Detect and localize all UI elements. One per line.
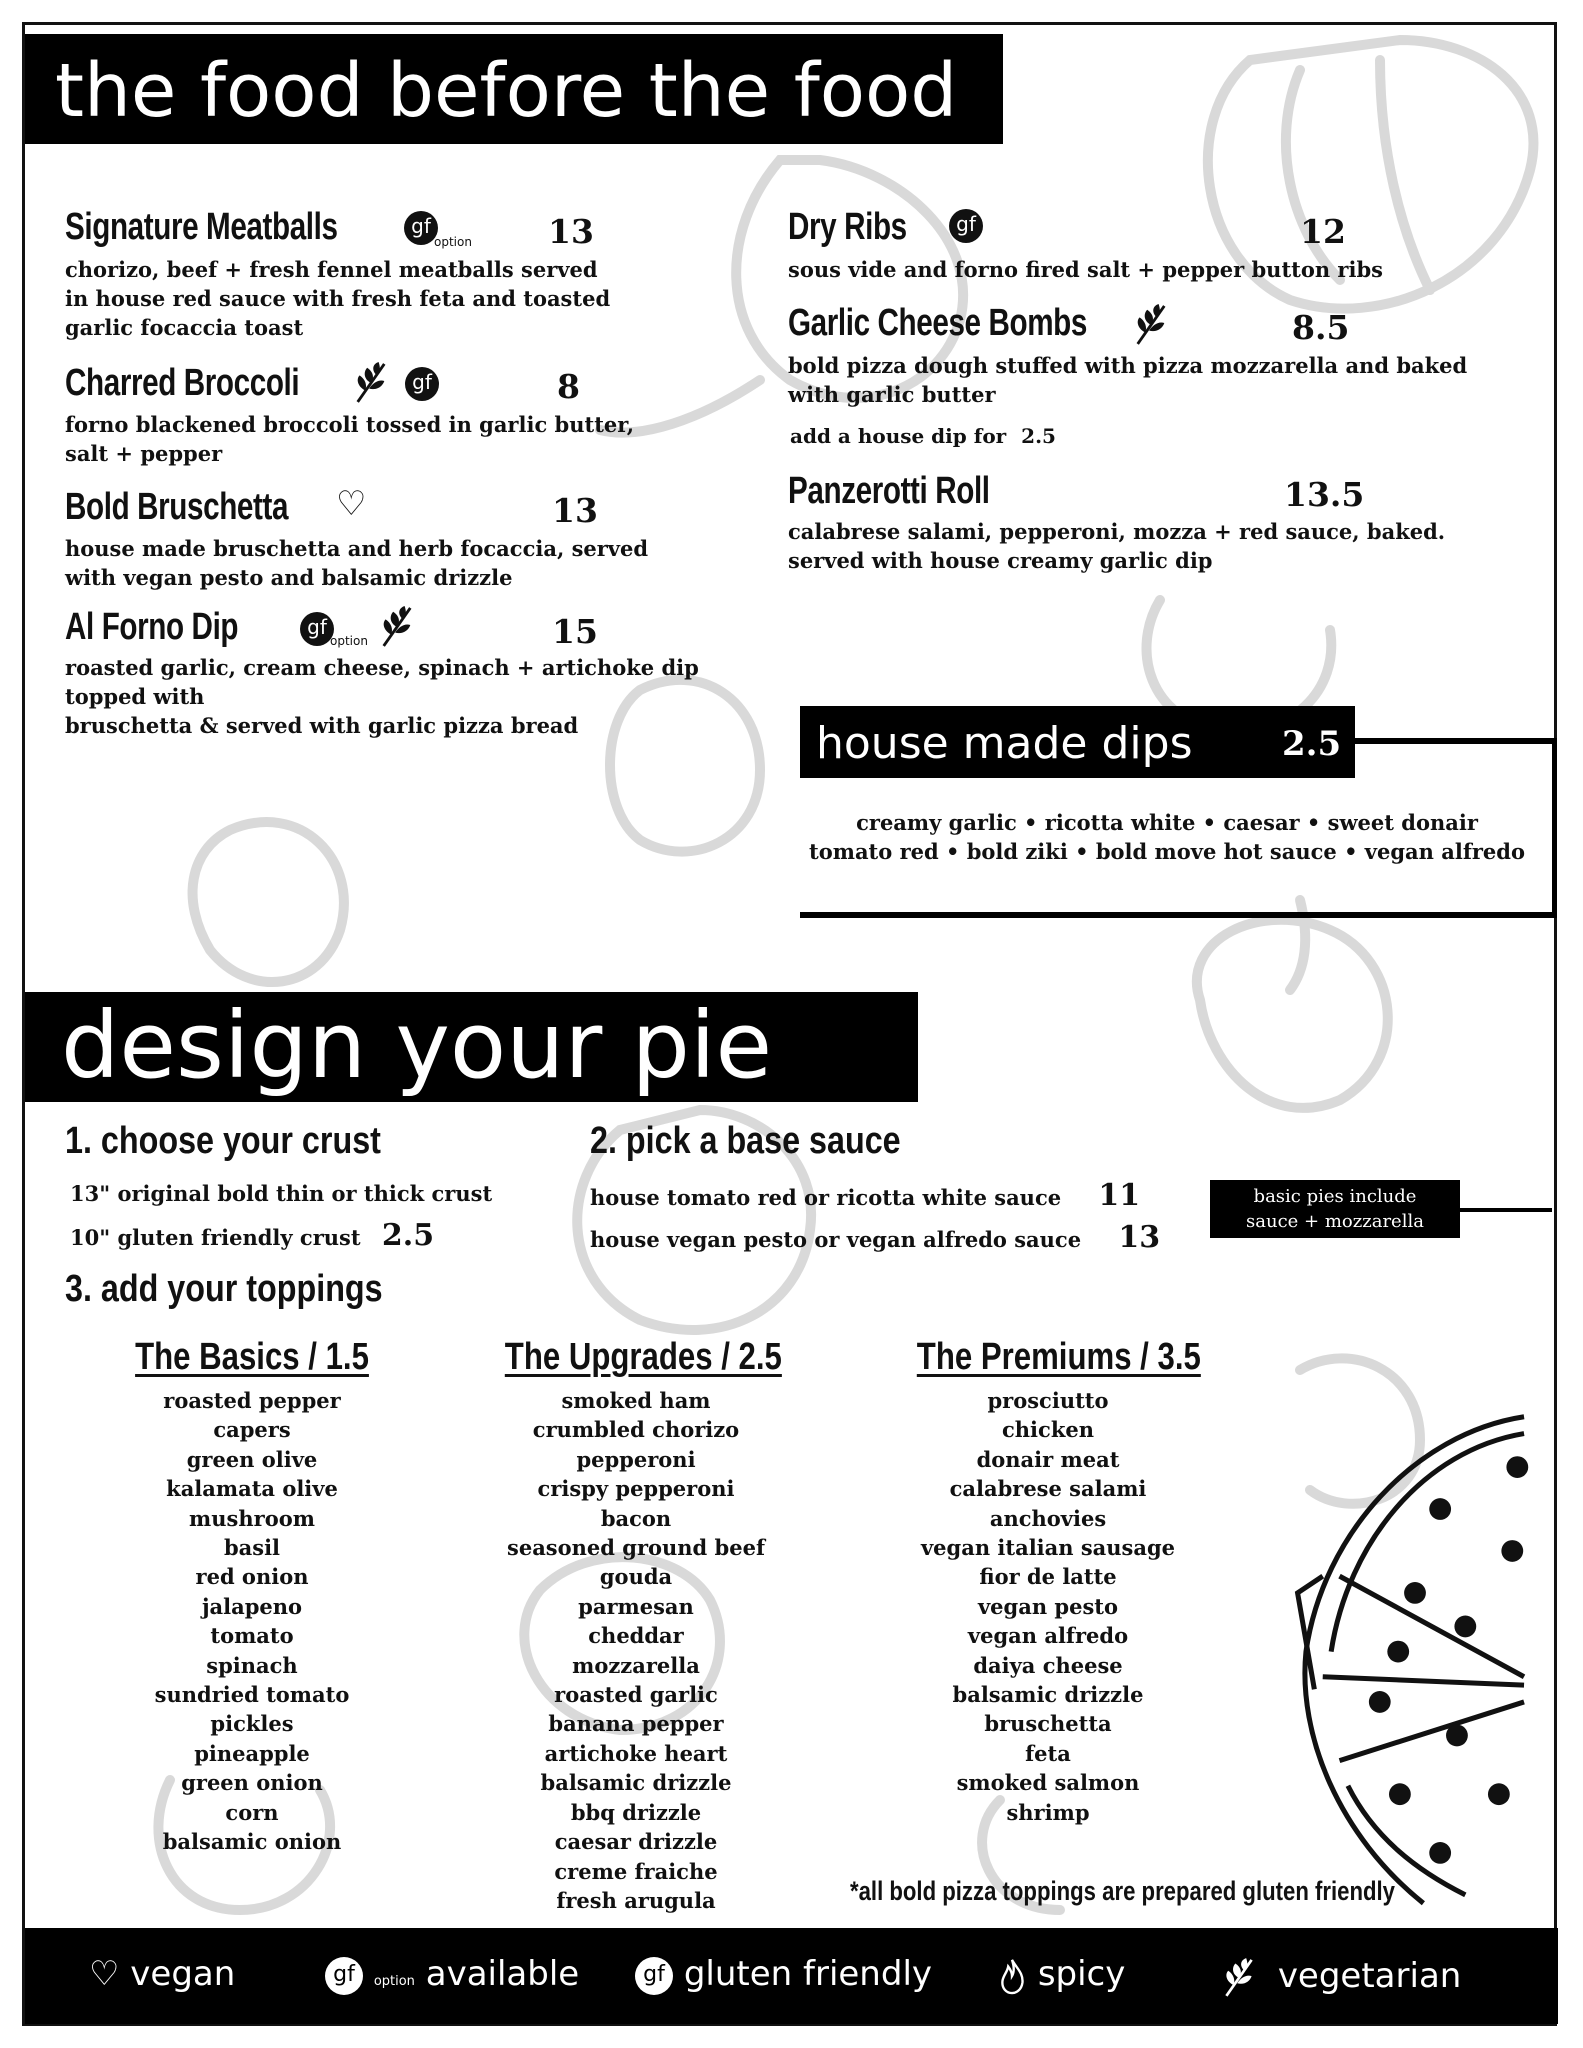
topping-item: donair meat: [976, 1446, 1120, 1472]
crust-text: 10" gluten friendly crust: [70, 1225, 361, 1250]
desc-line: salt + pepper: [65, 441, 223, 466]
vegetarian-icon: [1132, 300, 1170, 348]
legend-label: vegetarian: [1277, 1955, 1462, 1996]
desc-line: calabrese salami, pepperoni, mozza + red sauce, baked.: [788, 519, 1446, 544]
topping-item: green onion: [181, 1770, 323, 1796]
crust-price: 2.5: [381, 1218, 435, 1253]
desc-line: garlic focaccia toast: [65, 315, 304, 340]
desc-line: topped with: [65, 684, 205, 709]
topping-item: calabrese salami: [949, 1476, 1147, 1502]
item-price-al-forno-dip: 15: [552, 612, 598, 651]
gf-icon: gf: [635, 1957, 673, 1995]
step3-heading: 3. add your toppings: [65, 1268, 383, 1310]
topping-item: fior de latte: [979, 1564, 1117, 1590]
item-price-panzerotti-roll: 13.5: [1284, 475, 1365, 514]
topping-item: crumbled chorizo: [532, 1417, 740, 1443]
topping-item: mushroom: [189, 1505, 315, 1531]
topping-item: caesar drizzle: [554, 1829, 718, 1855]
item-name-dry-ribs: Dry Ribs: [788, 206, 907, 248]
topping-item: prosciutto: [987, 1388, 1109, 1413]
addon-price: 2.5: [1021, 424, 1056, 448]
topping-item: smoked ham: [561, 1388, 711, 1413]
legend-bar: [25, 1928, 1558, 2024]
note-rule: [1460, 1208, 1552, 1212]
gf-icon: gf: [300, 612, 334, 646]
topping-item: daiya cheese: [973, 1652, 1123, 1678]
item-name-garlic-cheese-bombs: Garlic Cheese Bombs: [788, 302, 1087, 344]
topping-item: pepperoni: [576, 1446, 696, 1472]
appetizers-banner: [25, 34, 1003, 144]
topping-item: balsamic drizzle: [952, 1682, 1144, 1708]
addon-text: add a house dip for: [790, 424, 1007, 448]
vegan-heart-icon: ♡: [336, 484, 367, 524]
dips-banner: [800, 706, 1355, 778]
desc-line: bold pizza dough stuffed with pizza mozzarella and baked: [788, 353, 1468, 378]
legend-label: spicy: [1037, 1954, 1126, 1994]
topping-item: roasted garlic: [554, 1682, 718, 1708]
topping-item: bbq drizzle: [570, 1799, 702, 1825]
item-desc-bold-bruschetta: [65, 534, 648, 592]
legend-gf-option: [325, 1954, 579, 1995]
topping-item: crispy pepperoni: [537, 1476, 735, 1502]
pizza-illustration: [1270, 1400, 1560, 1920]
desc-line: roasted garlic, cream cheese, spinach + artichoke dip: [65, 655, 699, 680]
topping-item: roasted pepper: [163, 1388, 341, 1413]
addon-line: [790, 422, 1056, 451]
legend-vegetarian: [1221, 1954, 1461, 2000]
topping-item: smoked salmon: [956, 1770, 1140, 1796]
basics-heading: The Basics / 1.5: [135, 1336, 369, 1378]
dips-list: [792, 808, 1542, 866]
note-line: sauce + mozzarella: [1246, 1211, 1424, 1232]
sauce-price: 11: [1098, 1178, 1141, 1213]
item-desc-charred-broccoli: [65, 410, 634, 468]
appetizers-title: the food before the food: [55, 48, 958, 134]
gf-option-label: option: [330, 634, 368, 648]
item-price-bold-bruschetta: 13: [552, 491, 598, 530]
topping-item: jalapeno: [201, 1593, 303, 1619]
topping-item: bacon: [600, 1505, 672, 1531]
basics-list: [92, 1386, 412, 1857]
item-desc-dry-ribs: [788, 255, 1383, 284]
topping-item: feta: [1025, 1740, 1071, 1766]
dips-rule-side: [1552, 738, 1557, 918]
legend-label: gluten friendly: [683, 1954, 933, 1994]
gf-icon: gf: [404, 211, 438, 245]
topping-item: shrimp: [1006, 1799, 1090, 1825]
topping-item: creme fraiche: [554, 1858, 718, 1884]
item-name-panzerotti-roll: Panzerotti Roll: [788, 470, 990, 512]
desc-line: chorizo, beef + fresh fennel meatballs served: [65, 257, 598, 282]
dips-line: tomato red • bold ziki • bold move hot sauce • vegan alfredo: [809, 839, 1525, 864]
item-price-dry-ribs: 12: [1300, 212, 1346, 251]
spicy-flame-icon: [997, 1957, 1027, 1995]
topping-item: kalamata olive: [166, 1476, 338, 1502]
item-price-charred-broccoli: 8: [557, 367, 580, 406]
topping-item: seasoned ground beef: [507, 1535, 765, 1561]
desc-line: bruschetta & served with garlic pizza bread: [65, 713, 579, 738]
desc-line: in house red sauce with fresh feta and toasted: [65, 286, 611, 311]
sauce-line-1: [590, 1178, 1140, 1213]
topping-item: corn: [225, 1799, 279, 1825]
topping-item: parmesan: [578, 1593, 694, 1619]
topping-item: tomato: [210, 1623, 294, 1649]
item-price-signature-meatballs: 13: [548, 212, 594, 251]
topping-item: banana pepper: [548, 1711, 724, 1737]
item-name-bold-bruschetta: Bold Bruschetta: [65, 486, 289, 528]
topping-item: chicken: [1002, 1417, 1094, 1443]
topping-item: green olive: [186, 1446, 318, 1472]
note-line: basic pies include: [1253, 1186, 1417, 1207]
dips-title: house made dips: [816, 718, 1193, 769]
vegan-heart-icon: ♡: [89, 1954, 120, 1994]
desc-line: with garlic butter: [788, 382, 996, 407]
topping-item: mozzarella: [572, 1652, 700, 1678]
legend-gf: [635, 1954, 932, 1995]
topping-item: fresh arugula: [556, 1887, 716, 1913]
gf-icon: gf: [949, 209, 983, 243]
item-name-signature-meatballs: Signature Meatballs: [65, 206, 338, 248]
premiums-heading: The Premiums / 3.5: [916, 1336, 1201, 1378]
topping-item: basil: [223, 1535, 281, 1561]
dips-rule-bottom: [800, 912, 1557, 918]
topping-item: bruschetta: [984, 1711, 1112, 1737]
dips-line: creamy garlic • ricotta white • caesar • sweet donair: [856, 810, 1478, 835]
premiums-list: [888, 1386, 1208, 1827]
desc-line: with vegan pesto and balsamic drizzle: [65, 565, 513, 590]
legend-vegan: [89, 1954, 235, 1994]
design-title: design your pie: [61, 992, 773, 1099]
upgrades-list: [476, 1386, 796, 1915]
gf-option-label: option: [434, 235, 472, 249]
topping-item: balsamic onion: [162, 1829, 342, 1855]
topping-item: cheddar: [588, 1623, 684, 1649]
topping-item: artichoke heart: [544, 1740, 728, 1766]
topping-item: vegan pesto: [977, 1593, 1118, 1619]
item-price-garlic-cheese-bombs: 8.5: [1292, 308, 1350, 347]
topping-item: red onion: [195, 1564, 309, 1590]
topping-item: capers: [213, 1417, 291, 1443]
legend-label: vegan: [130, 1954, 236, 1994]
topping-item: spinach: [206, 1652, 298, 1678]
item-name-al-forno-dip: Al Forno Dip: [65, 606, 239, 648]
crust-line-2: [70, 1218, 434, 1253]
desc-line: served with house creamy garlic dip: [788, 548, 1213, 573]
sauce-text: house vegan pesto or vegan alfredo sauce: [590, 1227, 1082, 1252]
gf-icon: gf: [325, 1957, 363, 1995]
gf-icon: gf: [405, 367, 439, 401]
legend-spicy: [997, 1954, 1125, 1995]
desc-line: forno blackened broccoli tossed in garlic butter,: [65, 412, 635, 437]
topping-item: vegan alfredo: [967, 1623, 1129, 1649]
dips-price: 2.5: [1282, 724, 1342, 764]
vegetarian-icon: [352, 358, 390, 406]
toppings-footnote: *all bold pizza toppings are prepared gluten friendly: [850, 1876, 1395, 1906]
crust-line-1: 13" original bold thin or thick crust: [70, 1181, 493, 1206]
topping-item: gouda: [599, 1564, 673, 1590]
topping-item: sundried tomato: [154, 1682, 350, 1708]
vegetarian-icon: [1221, 1954, 1257, 2000]
item-desc-panzerotti-roll: [788, 517, 1445, 575]
item-desc-al-forno-dip: [65, 653, 699, 740]
step2-heading: 2. pick a base sauce: [590, 1120, 901, 1162]
item-name-charred-broccoli: Charred Broccoli: [65, 362, 300, 404]
topping-item: pickles: [210, 1711, 294, 1737]
desc-line: sous vide and forno fired salt + pepper button ribs: [788, 257, 1383, 282]
upgrades-heading: The Upgrades / 2.5: [504, 1336, 782, 1378]
legend-label: available: [425, 1954, 580, 1994]
design-banner: [25, 992, 918, 1102]
topping-item: anchovies: [989, 1505, 1107, 1531]
desc-line: house made bruschetta and herb focaccia, served: [65, 536, 649, 561]
dips-rule-top: [1355, 738, 1557, 744]
item-desc-garlic-cheese-bombs: [788, 351, 1467, 409]
gf-option-label: option: [373, 1974, 415, 1989]
sauce-text: house tomato red or ricotta white sauce: [590, 1185, 1062, 1210]
topping-item: pineapple: [194, 1740, 310, 1766]
sauce-line-2: [590, 1220, 1160, 1255]
step1-heading: 1. choose your crust: [65, 1120, 381, 1162]
sauce-price: 13: [1118, 1220, 1161, 1255]
item-desc-signature-meatballs: [65, 255, 610, 342]
topping-item: vegan italian sausage: [920, 1535, 1176, 1561]
basic-pies-note: [1210, 1180, 1460, 1238]
topping-item: balsamic drizzle: [540, 1770, 732, 1796]
vegetarian-icon: [378, 602, 416, 650]
